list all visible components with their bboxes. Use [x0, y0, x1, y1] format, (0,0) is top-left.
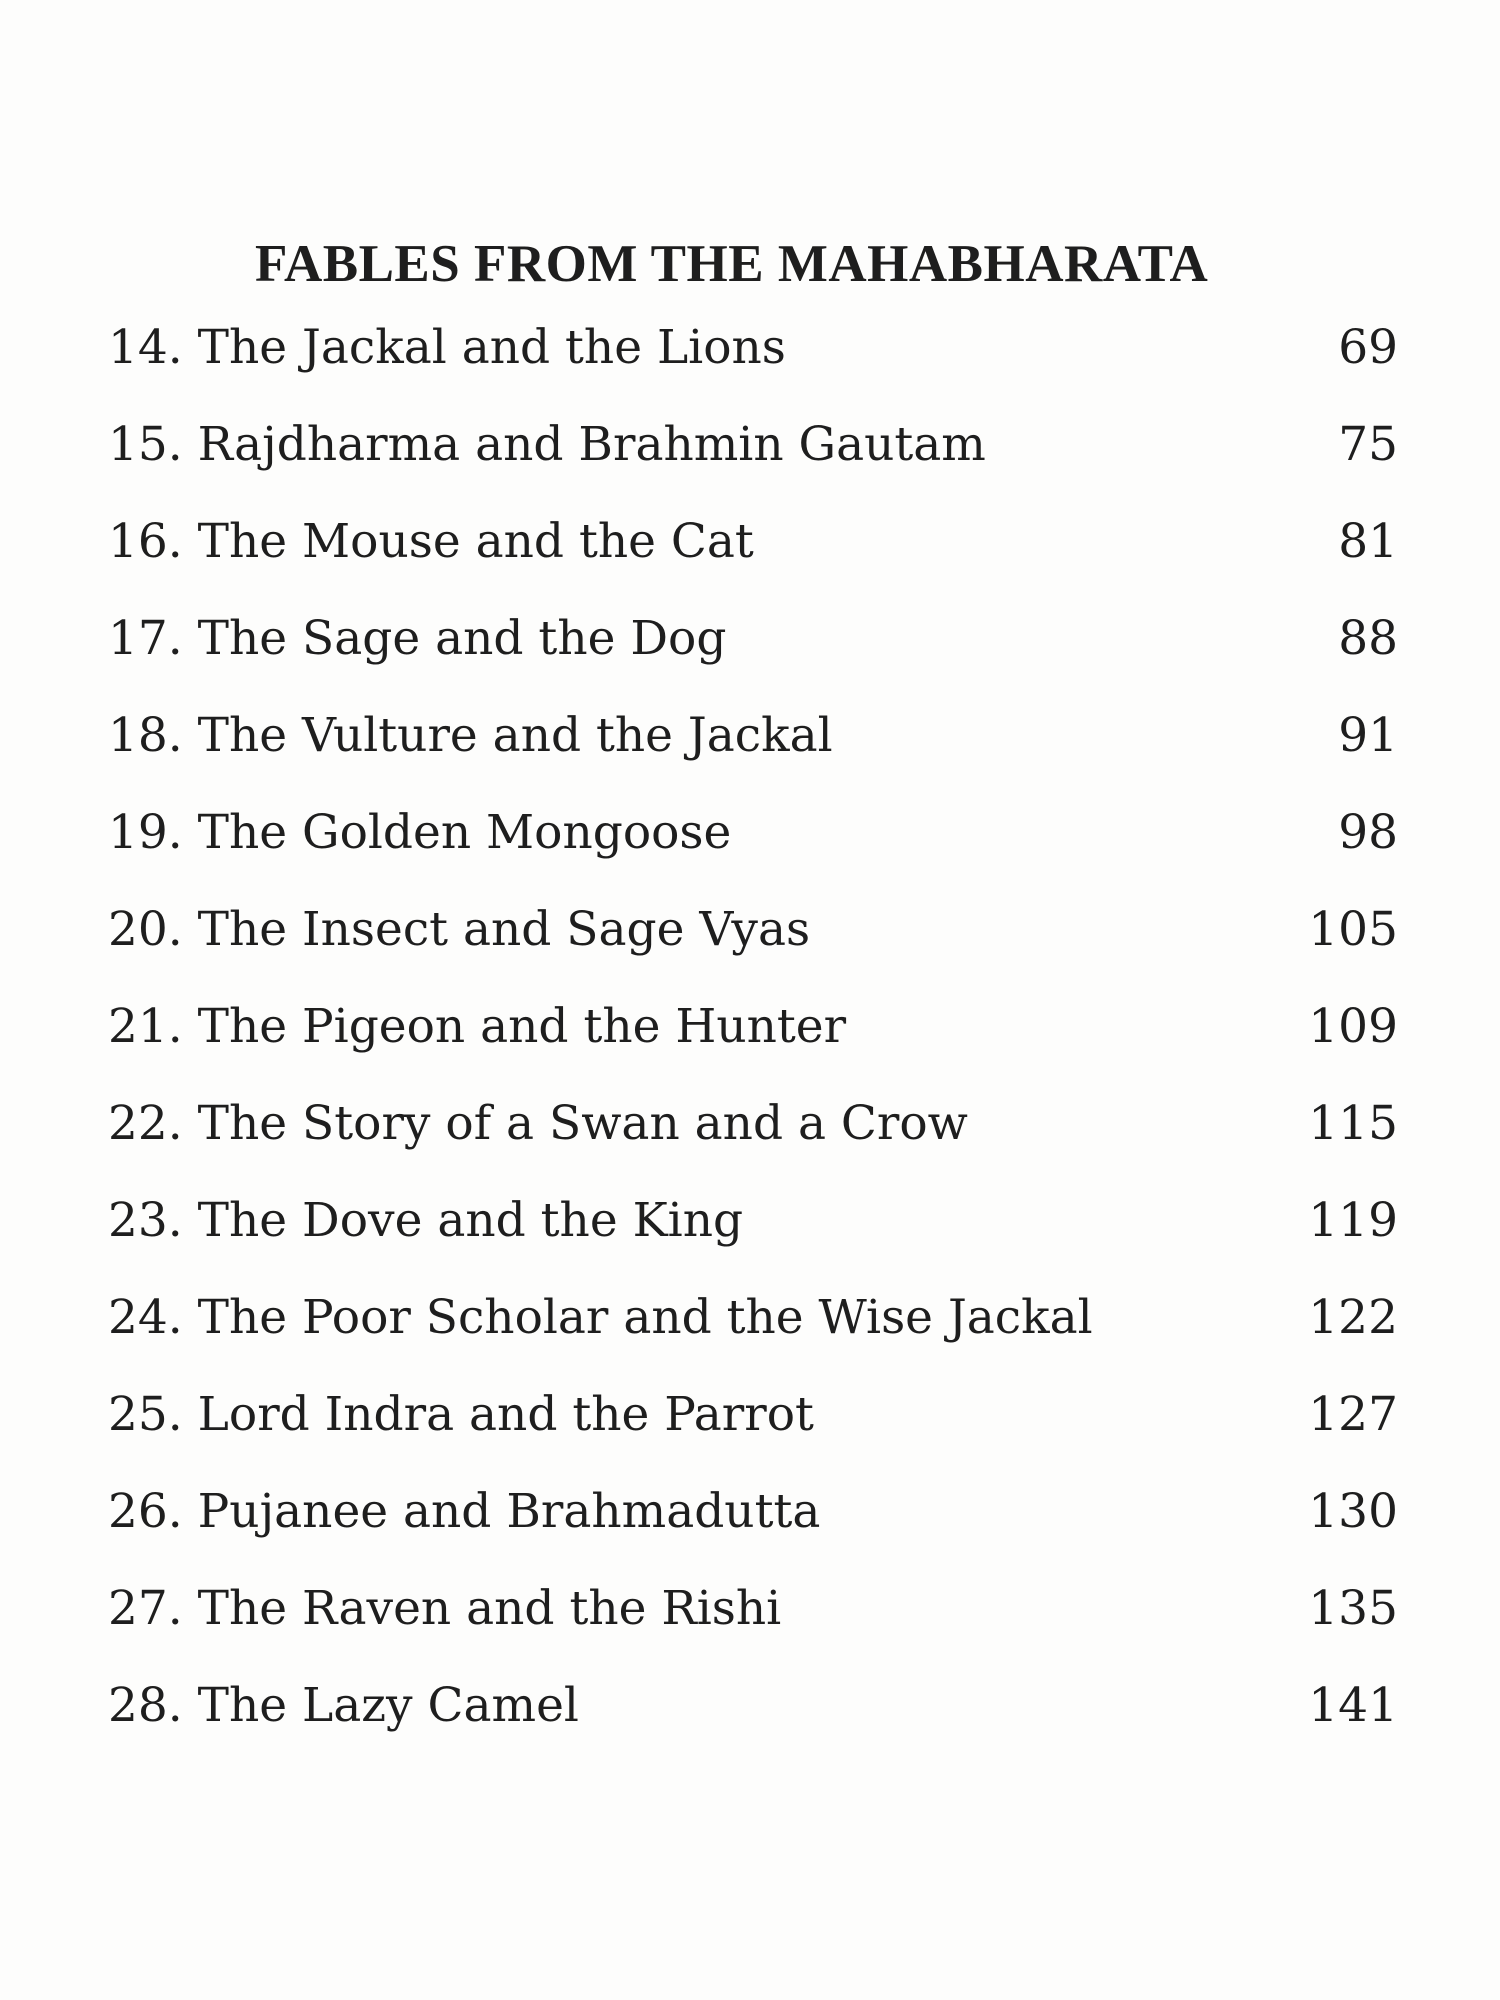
toc-entry-page-number: 141	[1308, 1678, 1398, 1733]
toc-entry-title: 22. The Story of a Swan and a Crow	[108, 1096, 968, 1151]
toc-entry-title: 23. The Dove and the King	[108, 1193, 744, 1248]
toc-entry	[108, 1569, 1398, 1666]
toc-entry	[108, 1375, 1398, 1472]
toc-entry-page-number: 91	[1338, 708, 1398, 763]
toc-entry	[108, 1666, 1398, 1763]
toc-entry	[108, 1472, 1398, 1569]
toc-entry-page-number: 69	[1338, 320, 1398, 375]
toc-entry-page-number: 88	[1338, 611, 1398, 666]
toc-entry-page-number: 98	[1338, 805, 1398, 860]
toc-entry-page-number: 81	[1338, 514, 1398, 569]
toc-entry	[108, 1084, 1398, 1181]
toc-entry	[108, 987, 1398, 1084]
toc-entry-title: 16. The Mouse and the Cat	[108, 514, 754, 569]
toc-entry-page-number: 109	[1308, 999, 1398, 1054]
toc-entry	[108, 308, 1398, 405]
toc-entry	[108, 696, 1398, 793]
toc-entry-title: 20. The Insect and Sage Vyas	[108, 902, 811, 957]
table-of-contents	[108, 308, 1398, 1763]
toc-entry-title: 21. The Pigeon and the Hunter	[108, 999, 847, 1054]
toc-entry-page-number: 122	[1308, 1290, 1398, 1345]
toc-entry	[108, 502, 1398, 599]
toc-entry-page-number: 130	[1308, 1484, 1398, 1539]
toc-entry-title: 17. The Sage and the Dog	[108, 611, 727, 666]
toc-entry-title: 25. Lord Indra and the Parrot	[108, 1387, 814, 1442]
toc-entry-page-number: 75	[1338, 417, 1398, 472]
toc-entry	[108, 1181, 1398, 1278]
toc-entry-page-number: 135	[1308, 1581, 1398, 1636]
toc-entry-title: 26. Pujanee and Brahmadutta	[108, 1484, 821, 1539]
toc-entry	[108, 890, 1398, 987]
toc-entry-title: 27. The Raven and the Rishi	[108, 1581, 782, 1636]
section-heading: FABLES FROM THE MAHABHARATA	[255, 235, 1209, 293]
toc-entry-page-number: 119	[1308, 1193, 1398, 1248]
toc-entry-page-number: 115	[1308, 1096, 1398, 1151]
toc-entry-title: 14. The Jackal and the Lions	[108, 320, 786, 375]
toc-entry-title: 18. The Vulture and the Jackal	[108, 708, 833, 763]
toc-entry	[108, 405, 1398, 502]
toc-entry-page-number: 105	[1308, 902, 1398, 957]
toc-entry	[108, 1278, 1398, 1375]
toc-entry-title: 19. The Golden Mongoose	[108, 805, 732, 860]
toc-entry-title: 28. The Lazy Camel	[108, 1678, 579, 1733]
toc-entry-title: 24. The Poor Scholar and the Wise Jackal	[108, 1290, 1093, 1345]
toc-entry	[108, 599, 1398, 696]
toc-entry	[108, 793, 1398, 890]
toc-entry-page-number: 127	[1308, 1387, 1398, 1442]
toc-entry-title: 15. Rajdharma and Brahmin Gautam	[108, 417, 986, 472]
